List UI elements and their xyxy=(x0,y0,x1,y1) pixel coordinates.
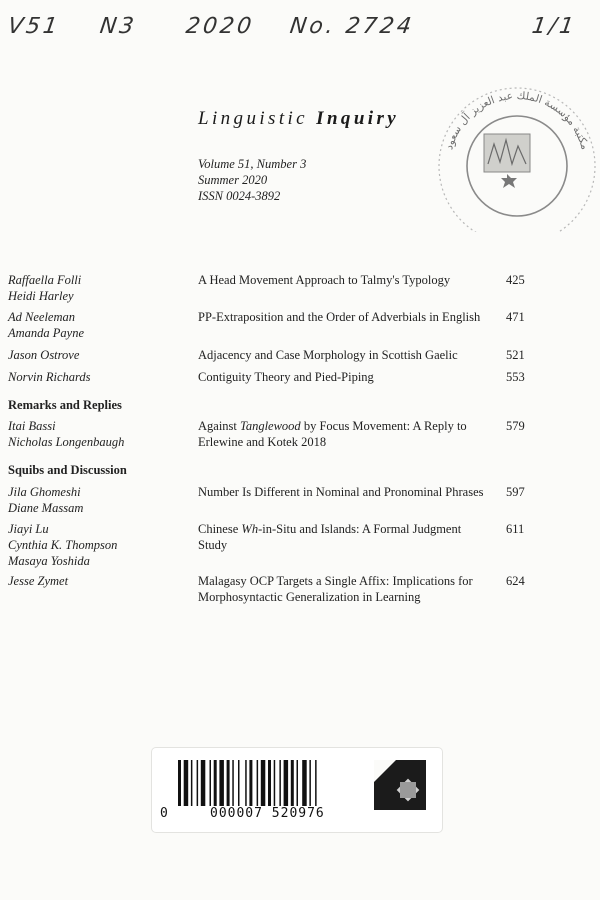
title-text: by Focus Movement: A Reply to xyxy=(300,419,467,433)
barcode-bar xyxy=(315,760,317,806)
barcode-bar xyxy=(249,760,252,806)
page-number: 521 xyxy=(506,348,525,362)
barcode-bar xyxy=(279,760,281,806)
article-title xyxy=(198,418,498,434)
stamp-text: مكتبة مؤسسة الملك عبد العزيز آل سعود xyxy=(443,89,591,152)
barcode-bar xyxy=(309,760,311,806)
author-line: Jason Ostrove xyxy=(8,348,80,362)
journal-title xyxy=(198,108,399,130)
author-line: Heidi Harley xyxy=(8,289,74,303)
barcode-bars xyxy=(178,760,370,806)
handwritten-volume: V51 xyxy=(6,14,62,39)
barcode-bar xyxy=(302,760,307,806)
handwritten-accession: No. 2724 xyxy=(288,14,416,39)
barcode-bar xyxy=(238,760,240,806)
article-title: PP-Extraposition and the Order of Adverbials in English xyxy=(198,310,481,324)
journal-title-part1: Linguistic xyxy=(198,108,309,129)
author-line: Norvin Richards xyxy=(8,370,91,384)
article-title xyxy=(198,521,498,537)
barcode-bar xyxy=(197,760,199,806)
barcode-prefix: 0 xyxy=(160,806,169,821)
article-title-line2: Morphosyntactic Generalization in Learning xyxy=(198,590,421,604)
barcode-digits: 000007 520976 xyxy=(210,806,325,821)
page-number: 425 xyxy=(506,273,525,287)
barcode-bar xyxy=(284,760,289,806)
section-heading-squibs: Squibs and Discussion xyxy=(8,463,127,477)
author-line: Nicholas Longenbaugh xyxy=(8,435,125,449)
publisher-mark-graphic xyxy=(374,760,426,810)
author-line: Itai Bassi xyxy=(8,419,56,433)
publisher-mark-icon xyxy=(374,760,426,810)
barcode-bar xyxy=(232,760,234,806)
barcode-bar xyxy=(210,760,212,806)
title-italic: Wh xyxy=(241,522,259,536)
handwritten-copy: 1/1 xyxy=(530,14,579,39)
article-title: Contiguity Theory and Pied-Piping xyxy=(198,370,374,384)
stamp-emblem-icon xyxy=(484,134,530,188)
page-number: 611 xyxy=(506,522,525,536)
page-number: 553 xyxy=(506,370,525,384)
barcode-bar xyxy=(268,760,271,806)
barcode-bar xyxy=(184,760,189,806)
author-line: Masaya Yoshida xyxy=(8,554,90,568)
library-stamp xyxy=(428,84,600,232)
author-line: Amanda Payne xyxy=(8,326,85,340)
barcode-bar xyxy=(201,760,206,806)
author-line: Jiayi Lu xyxy=(8,522,49,536)
author-line: Cynthia K. Thompson xyxy=(8,538,118,552)
author-line: Raffaella Folli xyxy=(8,273,82,287)
season: Summer 2020 xyxy=(198,173,268,187)
barcode-bar xyxy=(219,760,224,806)
title-text: Chinese xyxy=(198,522,242,536)
barcode-bar xyxy=(274,760,276,806)
article-title-line2: Study xyxy=(198,538,228,552)
issue-info xyxy=(198,156,306,204)
handwritten-year: 2020 xyxy=(184,14,256,39)
author-line: Diane Massam xyxy=(8,501,84,515)
barcode-bar xyxy=(257,760,259,806)
barcode-bar xyxy=(297,760,299,806)
barcode-bar xyxy=(191,760,193,806)
handwritten-number: N3 xyxy=(98,14,139,39)
title-italic: Tanglewood xyxy=(240,419,301,433)
article-title: Number Is Different in Nominal and Pronominal Phrases xyxy=(198,485,484,499)
page-number: 597 xyxy=(506,485,525,499)
article-title: A Head Movement Approach to Talmy's Typology xyxy=(198,273,451,287)
barcode-bar xyxy=(261,760,266,806)
title-text: Against xyxy=(198,419,241,433)
author-line: Jila Ghomeshi xyxy=(8,485,81,499)
barcode-bar xyxy=(227,760,230,806)
barcode-bar xyxy=(245,760,247,806)
title-text: -in-Situ and Islands: A Formal Judgment xyxy=(258,522,462,536)
barcode-bar xyxy=(291,760,294,806)
issn: ISSN 0024-3892 xyxy=(198,189,281,203)
volume-number: Volume 51, Number 3 xyxy=(198,157,307,171)
article-title: Malagasy OCP Targets a Single Affix: Implications for xyxy=(198,574,473,588)
barcode-bar xyxy=(178,760,181,806)
page-number: 471 xyxy=(506,310,525,324)
author-line: Jesse Zymet xyxy=(8,574,69,588)
article-title: Adjacency and Case Morphology in Scottish Gaelic xyxy=(198,348,458,362)
author-line: Ad Neeleman xyxy=(8,310,75,324)
article-title-line2: Erlewine and Kotek 2018 xyxy=(198,435,327,449)
page-number: 624 xyxy=(506,574,525,588)
journal-title-part2: Inquiry xyxy=(316,108,400,129)
section-heading-remarks: Remarks and Replies xyxy=(8,398,122,412)
barcode-bar xyxy=(214,760,217,806)
page-number: 579 xyxy=(506,419,525,433)
